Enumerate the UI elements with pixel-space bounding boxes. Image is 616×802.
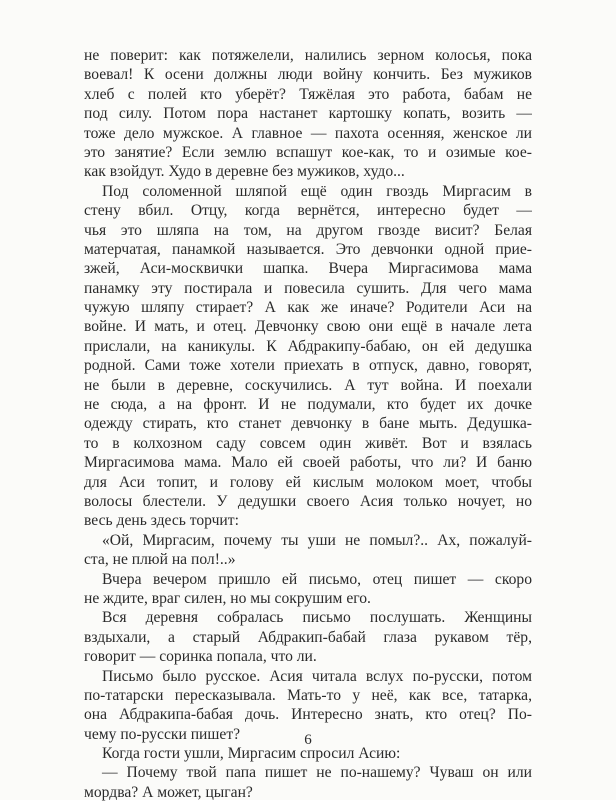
text-line: хлеб с полей кто уберёт? Тяжёлая это работа, бабам не (84, 85, 532, 103)
page-number: 6 (304, 732, 312, 748)
text-line: воевал! К осени должны люди войну кончить. Без мужиков (84, 66, 532, 84)
text-line: чужую шляпу стирает? А как же иначе? Родители Аси на (84, 299, 532, 317)
text-line: Письмо было русское. Асия читала вслух по-русски, потом (102, 667, 532, 685)
body-text (84, 46, 532, 802)
text-line: это занятие? Если землю вспашут кое-как, то и озимые кое- (84, 143, 532, 161)
text-line: вздыхали, а старый Абдракип-бабай глаза рукавом тёр, (84, 628, 532, 646)
text-line: говорит — соринка попала, что ли. (84, 648, 317, 666)
text-line: панамку эту постирала и повесила сушить. Для чего мама (84, 279, 532, 297)
text-line: не сюда, а на фронт. И не подумали, кто будет их дочке (84, 396, 532, 414)
text-line: Вчера вечером пришло ей письмо, отец пишет — скоро (102, 570, 532, 588)
text-line: Миргасимова мама. Мало ей своей работы, что ли? И баню (84, 454, 532, 472)
text-line: не были в деревне, соскучились. А тут война. И поехали (84, 376, 532, 394)
text-line: для Аси топит, и голову ей кислым молоком моет, чтобы (84, 473, 532, 491)
text-line: войне. И мать, и отец. Девчонку свою они ещё в начале лета (84, 318, 532, 336)
text-line: Когда гости ушли, Миргасим спросил Асию: (102, 745, 401, 763)
text-line: Вся деревня собралась письмо послушать. Женщины (102, 609, 532, 627)
text-line: то в колхозном саду совсем один живёт. Вот и взялась (84, 434, 532, 452)
text-line: прислали, на каникулы. К Абдракипу-бабаю, он ей дедушка (84, 337, 532, 355)
text-line: «Ой, Миргасим, почему ты уши не помыл?.. Ах, пожалуй- (102, 531, 532, 549)
text-line: чему по-русски пишет? (84, 725, 241, 743)
text-line: зжей, Аси-москвички шапка. Вчера Миргасимова мама (84, 260, 532, 278)
text-line: тоже дело мужское. А главное — пахота осенняя, женское ли (84, 124, 532, 142)
text-line: мордва? А может, цыган? (84, 783, 253, 801)
text-line: волосы блестели. У дедушки своего Асия только ночует, но (84, 492, 532, 510)
text-line: — Почему твой папа пишет не по-нашему? Чуваш он или (102, 764, 532, 782)
text-line: как взойдут. Худо в деревне без мужиков, худо... (84, 163, 405, 181)
text-line: чья это шляпа на том, на другом гвозде висит? Белая (84, 221, 532, 239)
text-line: Под соломенной шляпой ещё один гвоздь Миргасим в (102, 182, 532, 200)
text-line: весь день здесь торчит: (84, 512, 239, 530)
text-line: стену вбил. Отцу, когда вернётся, интересно будет — (84, 202, 532, 220)
text-line: не ждите, враг силен, но мы сокрушим его. (84, 589, 371, 607)
text-line: не поверит: как потяжелели, налились зерном колосья, пока (84, 47, 532, 64)
text-line: под силу. Потом пора настанет картошку копать, возить — (84, 105, 532, 123)
text-line: одежду стирать, кто станет девчонку в бане мыть. Дедушка- (84, 415, 532, 433)
text-line: родной. Сами тоже хотели приехать в отпуск, давно, говорят, (84, 357, 532, 375)
text-line: она Абдракипа-бабая дочь. Интересно знать, кто отец? По- (84, 706, 532, 724)
text-line: ста, не плюй на пол!..» (84, 551, 236, 569)
text-line: матерчатая, панамкой называется. Это девчонки одной прие- (84, 240, 532, 258)
text-line: по-татарски пересказывала. Мать-то у неё, как все, татарка, (84, 686, 532, 704)
